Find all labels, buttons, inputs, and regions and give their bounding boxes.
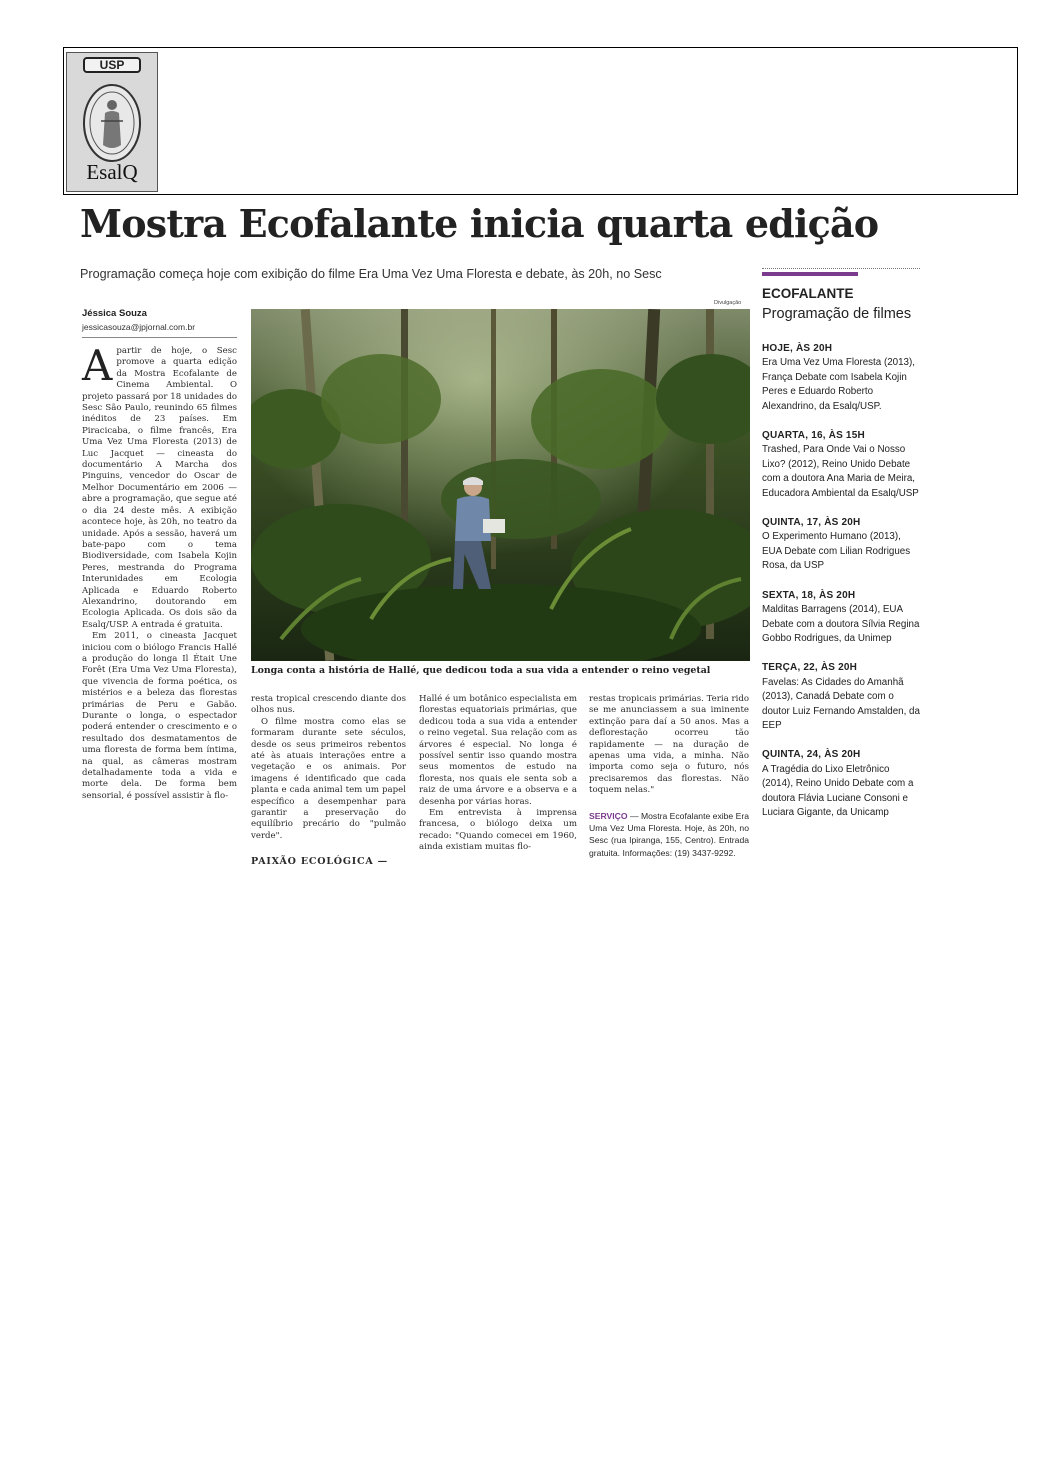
schedule-details: Era Uma Vez Uma Floresta (2013), França Debate com Isabela Kojin Peres e Eduardo Roberto Alexandrino, da Esalq/USP. <box>762 357 915 412</box>
sidebar-dotted-rule <box>762 268 920 269</box>
schedule-item <box>762 429 922 501</box>
author-name: Jéssica Souza <box>82 308 147 319</box>
servico-label: SERVIÇO <box>589 810 628 821</box>
usp-esalq-logo <box>66 52 158 192</box>
schedule-day: TERÇA, 22, ÀS 20H <box>762 662 858 674</box>
logo-esalq-text: EsalQ <box>86 160 138 184</box>
sidebar-subtitle: Programação de filmes <box>762 306 912 322</box>
photo-credit: Divulgação <box>714 300 742 306</box>
schedule-day: QUINTA, 24, ÀS 20H <box>762 749 861 761</box>
schedule-day: SEXTA, 18, ÀS 20H <box>762 589 856 601</box>
schedule-day: QUARTA, 16, ÀS 15H <box>762 430 865 442</box>
schedule-item <box>762 516 922 574</box>
forest-photo-image <box>251 309 750 661</box>
schedule-details: O Experimento Humano (2013), EUA Debate com Lilian Rodrigues Rosa, da USP <box>762 531 911 572</box>
article-column-3 <box>419 694 577 854</box>
article-paragraph: partir de hoje, o Sesc promove a quarta edição da Mostra Ecofalante de Cinema Ambiental. O projeto passará por 18 unidades do Sesc São Paulo, reunindo 65 filmes inéditos de 23 países. Em Piracicaba, o filme francês, Era Uma Vez Uma Floresta (2013) de Luc Jacquet — cineasta do documentário A Marcha dos Pinguins, vencedor do Oscar de Melhor Documentário em 2006 — abre a programação, que segue até o dia 24 deste mês. A exibição acontece hoje, às 20h, no teatro da unidade. Após a sessão, haverá um bate-papo com o tema Biodiversidade, com Isabela Kojin Peres, mestranda do Programa Interunidades em Ecologia Aplicada e Eduardo Roberto Alexandrino, doutorando em Ecologia Aplicada. Os dois são da Esalq/USP. A entrada é gratuita. <box>82 346 237 630</box>
schedule-details: A Tragédia do Lixo Eletrônico (2014), Reino Unido Debate com a doutora Flávia Luciane Consoni e Luciara Gigante, da Unicamp <box>762 763 914 818</box>
article-paragraph: Em entrevista à imprensa francesa, o biólogo deixa um recado: "Quando comecei em 1960, ainda existiam muitas flo- <box>419 808 577 853</box>
seal-emblem-icon <box>81 81 143 165</box>
article-paragraph: restas tropicais primárias. Teria rido se me anunciassem a sua iminente extinção para daí a 50 anos. Mas a deflorestação ocorreu tão rapidamente — na duração de apenas uma vida, a minha. Não importa como seja o futuro, nós precisaremos das florestas. Não toquem nelas." <box>589 694 750 796</box>
article-column-2 <box>251 694 406 868</box>
schedule-item <box>762 748 922 820</box>
servico-box <box>589 811 749 861</box>
header-frame <box>63 47 1018 195</box>
logo-usp-text: USP <box>83 57 141 73</box>
schedule-item <box>762 342 922 414</box>
photo-caption: Longa conta a história de Hallé, que dedicou toda a sua vida a entender o reino vegetal <box>251 665 711 676</box>
schedule-details: Favelas: As Cidades do Amanhã (2013), Canadá Debate com o doutor Luiz Fernando Amstalden, da EEP <box>762 676 920 731</box>
article-paragraph: Hallé é um botânico especialista em florestas equatoriais primárias, que dedicou toda a sua vida a entender o reino vegetal. Sua relação com as árvores é especial. No longa é possível sentir isso quando mostra seus momentos de estudo na floresta, nos quais ele senta sob a raiz de uma árvore e a observa e a desenha por várias horas. <box>419 694 577 807</box>
drop-cap: A <box>82 341 113 390</box>
schedule-details: Malditas Barragens (2014), EUA Debate com a doutora Sílvia Regina Gobbo Rodrigues, da Unimep <box>762 604 920 644</box>
schedule-day: HOJE, ÀS 20H <box>762 343 833 354</box>
article-column-1 <box>82 341 237 896</box>
author-email: jessicasouza@jpjornal.com.br <box>82 322 196 332</box>
servico-text: — Mostra Ecofalante exibe Era Uma Vez Uma Floresta. Hoje, às 20h, no Sesc (rua Ipiranga, 155, Centro). Entrada gratuita. Informações: (19) 3437-9292. <box>589 810 749 858</box>
article-paragraph: resta tropical crescendo diante dos olhos nus. <box>251 694 406 716</box>
article-paragraph: O filme mostra como elas se formaram durante sete séculos, desde os seus primeiros rebentos até às atuais interações entre a vegetação e os animais. Por imagens é identificado que cada planta e cada animal tem um papel específico a desempenhar para garantir a preservação do equilíbrio precário do "pulmão verde". <box>251 716 406 841</box>
schedule-list <box>762 342 922 835</box>
article-headline: Mostra Ecofalante inicia quarta edição <box>80 201 879 246</box>
schedule-details: Trashed, Para Onde Vai o Nosso Lixo? (2012), Reino Unido Debate com a doutora Ana Maria de Meira, Educadora Ambiental da Esalq/USP <box>762 444 919 499</box>
section-subhead: PAIXÃO ECOLÓGICA — <box>251 856 388 868</box>
sidebar-accent-bar <box>762 272 858 276</box>
article-paragraph: Em 2011, o cineasta Jacquet iniciou com o biólogo Francis Hallé a produção do longa Il Était Une Forêt (Era Uma Vez Uma Floresta), que vivencia de forma poética, os mistérios e a beleza das florestas primárias de Peru e Gabão. Durante o longa, o espectador poderá entender o crescimento e o resultado dos desmatamentos de uma floresta de forma bem íntima, na qual, as câmeras mostram detalhadamente toda a vida e morte dela. De forma bem sensorial, é possível assistir à flo- <box>82 631 237 801</box>
sidebar-title: ECOFALANTE <box>762 286 854 301</box>
article-column-4 <box>589 694 749 860</box>
article-subhead: Programação começa hoje com exibição do filme Era Uma Vez Uma Floresta e debate, às 20h, no Sesc <box>80 267 662 281</box>
byline-divider <box>82 337 237 338</box>
schedule-day: QUINTA, 17, ÀS 20H <box>762 517 861 529</box>
forest-photo <box>251 309 750 661</box>
schedule-item <box>762 589 922 647</box>
schedule-item <box>762 661 922 733</box>
